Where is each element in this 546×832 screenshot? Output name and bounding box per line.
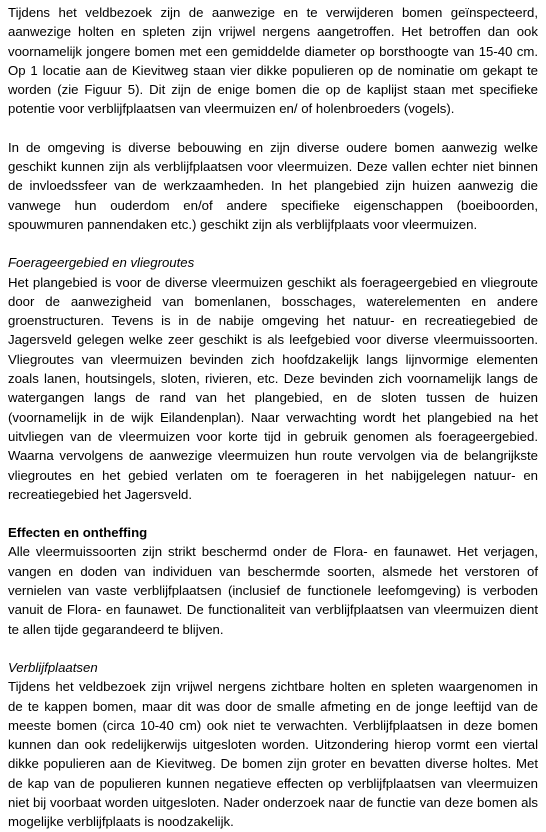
paragraph-roosts: Tijdens het veldbezoek zijn vrijwel nergens zichtbare holten en spleten waargenomen in de te kappen bomen, maar dit was door de smalle afmeting en de jonge leeftijd van de meeste bomen (circa 10-40 cm) ook niet te verwachten. Verblijfplaatsen in deze bomen kunnen dan ook redelijkerwijs uitgesloten worden. Uitzondering hierop vormt een viertal dikke populieren aan de Kievitweg. De bomen zijn groter en bevatten diverse holtes. Met de kap van de populieren kunnen negatieve effecten op verblijfplaatsen van vleermuizen niet bij voorbaat worden uitgesloten. Nader onderzoek naar de functie van deze bomen als mogelijke verblijfplaats is noodzakelijk. [8, 679, 538, 830]
heading-roosts: Verblijfplaatsen [8, 659, 98, 675]
paragraph-surroundings: In de omgeving is diverse bebouwing en zijn diverse oudere bomen aanwezig welke geschikt kunnen zijn als verblijfplaatsen voor vleermuizen. Deze vallen echter niet binnen de invloedssfeer van de werkzaamheden. In het plangebied zijn huizen aanwezig die vanwege hun ouderdom en/of andere specifieke eigenschappen (boeiboorden, spouwmuren pannendaken etc.) geschikt zijn als verblijfplaats voor vleermuizen. [8, 139, 538, 232]
spacer [8, 234, 538, 253]
spacer [8, 119, 538, 138]
paragraph-effects: Alle vleermuissoorten zijn strikt beschermd onder de Flora- en faunawet. Het verjagen, vangen en doden van individuen van beschermde soorten, alsmede het verstoren of vernielen van vaste verblijfplaatsen (inclusief de functionele leefomgeving) is verboden vanuit de Flora- en faunawet. De functionaliteit van verblijfplaatsen van vleermuizen dient te allen tijde gegarandeerd te blijven. [8, 544, 538, 637]
paragraph-inspection: Tijdens het veldbezoek zijn de aanwezige en te verwijderen bomen geïnspecteerd, aanwezige holten en spleten zijn vrijwel nergens aangetroffen. Het betroffen dan ook voornamelijk jongere bomen met een gemiddelde diameter op borsthoogte van 15-40 cm. Op 1 locatie aan de Kievitweg staan vier dikke populieren op de nominatie om gekapt te worden (zie Figuur 5). Dit zijn de enige bomen die op de kaplijst staan met specifieke potentie voor verblijfplaatsen van vleermuizen en/ of holenbroeders (vogels). [8, 5, 538, 117]
spacer [8, 504, 538, 523]
heading-foraging: Foerageergebied en vliegroutes [8, 255, 195, 271]
spacer [8, 639, 538, 658]
heading-effects: Effecten en ontheffing [8, 525, 148, 541]
paragraph-foraging: Het plangebied is voor de diverse vleermuizen geschikt als foerageergebied en vliegroute door de aanwezigheid van bomenlanen, bosschages, waterelementen en andere groenstructuren. Tevens is in de nabije omgeving het natuur- en recreatiegebied de Jagersveld gelegen welke zeer geschikt is als leefgebied voor diverse vleermuissoorten. Vliegroutes van vleermuizen bevinden zich hoofdzakelijk langs lijnvormige elementen zoals lanen, houtsingels, sloten, rivieren, etc. Deze bevinden zich voornamelijk langs de watergangen langs de rand van het plangebied, en de sloten tussen de huizen (voornamelijk in de wijk Eilandenplan). Naar verwachting wordt het plangebied na het uitvliegen van de vleermuizen voor korte tijd in gebruik genomen als foerageergebied. Waarna vervolgens de aanwezige vleermuizen hun route vervolgen via de belangrijkste vliegroutes en het gebied verlaten om te foerageren in het nabijgelegen natuur- en recreatiegebied het Jagersveld. [8, 274, 538, 502]
